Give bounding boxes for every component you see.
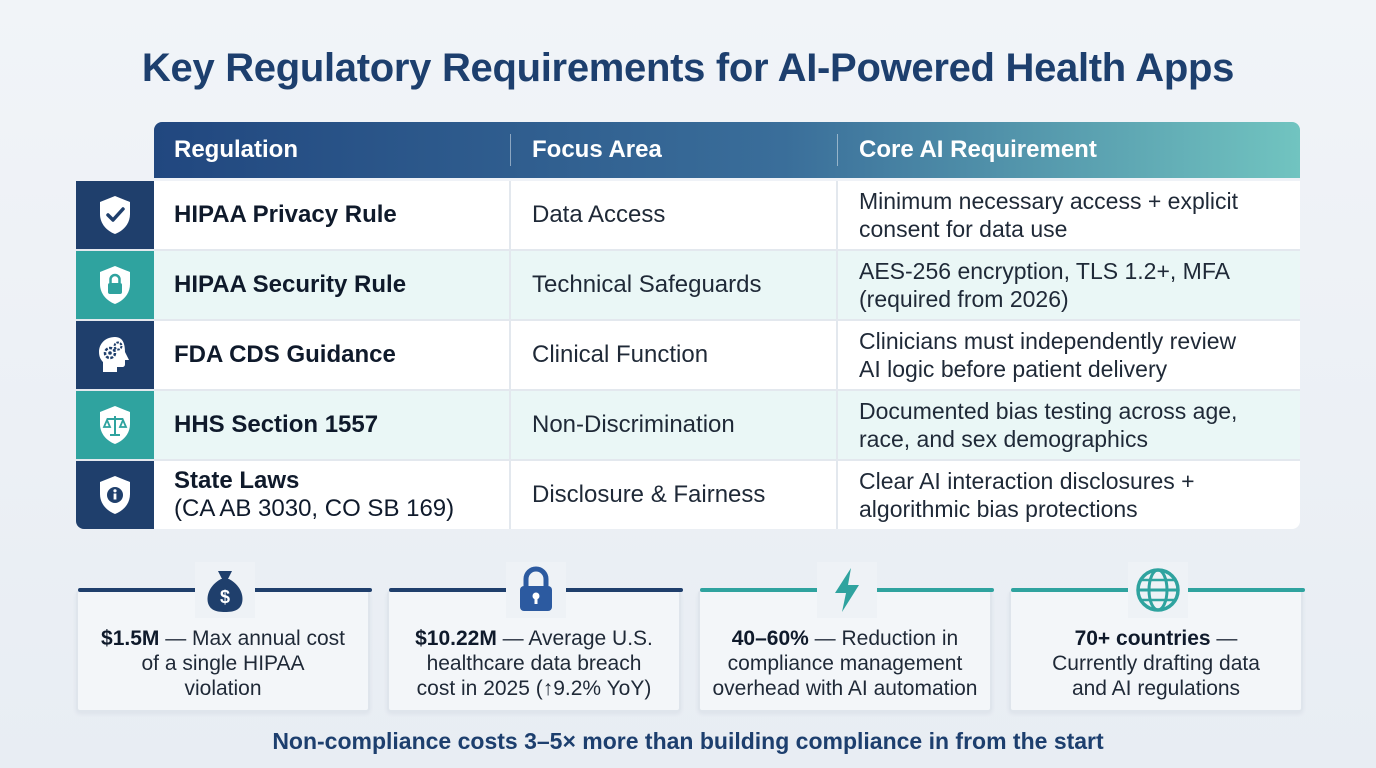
regulation-name: FDA CDS Guidance (174, 341, 396, 368)
table-row (76, 461, 1300, 531)
core-requirement: Clinicians must independently review AI logic before patient delivery (859, 328, 1237, 382)
shield-scales-icon (95, 403, 135, 447)
core-requirement: AES-256 encryption, TLS 1.2+, MFA (required from 2026) (859, 258, 1230, 312)
focus-area: Non-Discrimination (532, 411, 735, 438)
table-row (76, 391, 1300, 461)
stat-card (1009, 590, 1303, 712)
regulation-name: HIPAA Security Rule (174, 271, 407, 298)
svg-text:$: $ (219, 587, 231, 607)
regulation-table (76, 181, 1300, 531)
regulation-name: State Laws (CA AB 3030, CO SB 169) (174, 461, 504, 529)
footer-note: Non-compliance costs 3–5× more than building compliance in from the start (272, 728, 1104, 754)
row-icon-badge (76, 321, 154, 389)
head-gears-icon (93, 333, 137, 377)
regulation-name: HHS Section 1557 (174, 411, 379, 438)
shield-lock-icon (95, 263, 135, 307)
stat-card (698, 590, 992, 712)
focus-area: Data Access (532, 201, 666, 228)
shield-check-icon (95, 193, 135, 237)
core-requirement: Minimum necessary access + explicit consent for data use (859, 188, 1238, 242)
money-bag-icon (202, 565, 248, 615)
stat-text: 40–60% — Reduction in compliance management overhead with AI automation (712, 627, 978, 700)
focus-area: Technical Safeguards (532, 271, 762, 298)
focus-area: Clinical Function (532, 341, 709, 368)
header-divider (510, 134, 511, 166)
core-requirement: Documented bias testing across age, race, and sex demographics (859, 398, 1238, 452)
shield-info-icon (95, 473, 135, 517)
regulation-subtext: (CA AB 3030, CO SB 169) (174, 495, 455, 522)
stat-text: $1.5M — Max annual cost of a single HIPAA violation (101, 627, 345, 700)
header-regulation: Regulation (174, 136, 298, 163)
lightning-icon (827, 565, 867, 615)
table-header (154, 122, 1300, 178)
table-row (76, 251, 1300, 321)
focus-area: Disclosure & Fairness (532, 481, 766, 508)
core-requirement: Clear AI interaction disclosures + algorithmic bias protections (859, 468, 1195, 522)
row-icon-badge (76, 461, 154, 529)
page-title: Key Regulatory Requirements for AI-Powered Health Apps (141, 46, 1235, 90)
stat-text: $10.22M — Average U.S. healthcare data breach cost in 2025 (↑9.2% YoY) (415, 627, 653, 700)
table-row (76, 181, 1300, 251)
stat-card (76, 587, 370, 712)
globe-icon (1133, 565, 1183, 615)
row-icon-badge (76, 391, 154, 459)
stat-text: 70+ countries — Currently drafting data and AI regulations (1052, 627, 1260, 700)
regulation-name: HIPAA Privacy Rule (174, 201, 397, 228)
row-icon-badge (76, 181, 154, 249)
header-core-requirement: Core AI Requirement (859, 136, 1097, 163)
stat-card (387, 590, 681, 712)
table-row (76, 321, 1300, 391)
row-icon-badge (76, 251, 154, 319)
padlock-icon (514, 565, 558, 615)
header-divider (837, 134, 838, 166)
header-focus-area: Focus Area (532, 136, 662, 163)
